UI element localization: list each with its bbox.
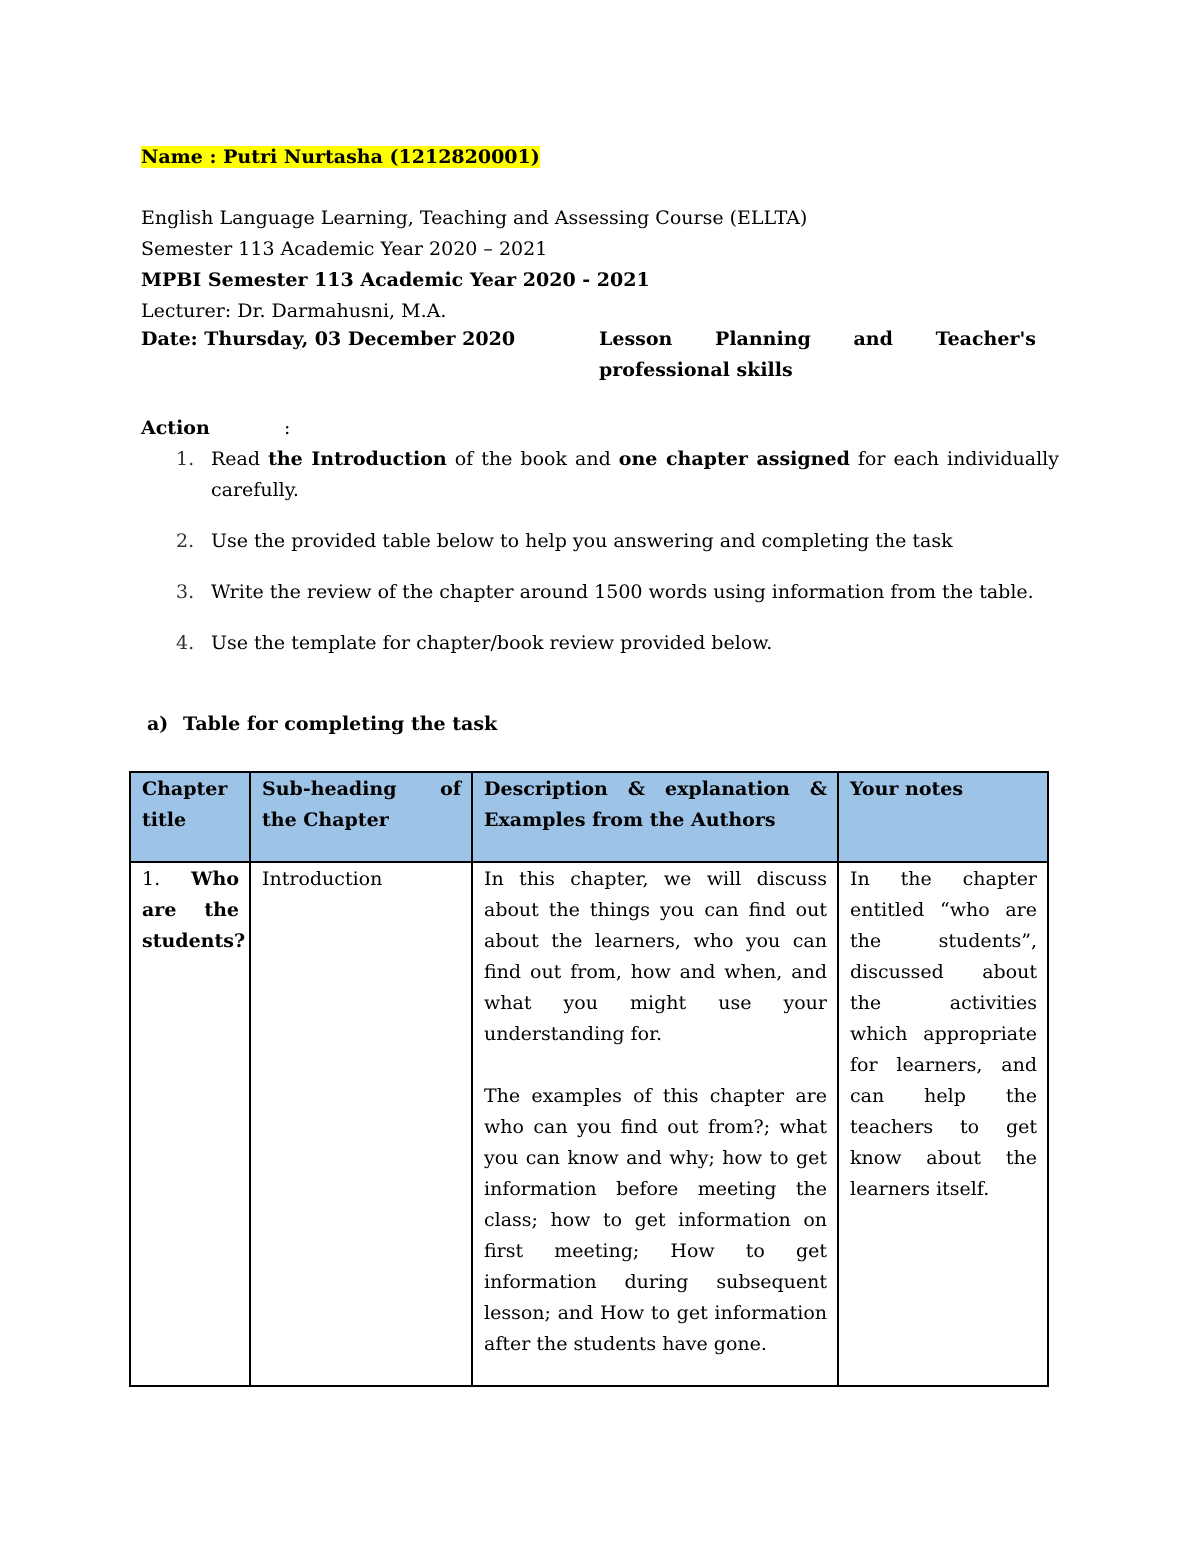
step-text-part: of the book and — [446, 448, 619, 470]
chapter-number: 1. — [142, 868, 161, 890]
header-chapter-title: Chapter title — [130, 772, 250, 862]
topic-title — [599, 324, 1036, 386]
action-colon: : — [284, 417, 291, 439]
cell-subheading: Introduction — [250, 862, 472, 1386]
topic-word: Lesson — [599, 328, 673, 350]
list-item-text — [211, 444, 1059, 506]
list-item — [141, 577, 1059, 608]
student-name-line — [141, 142, 540, 173]
description-paragraph: In this chapter, we will discuss about the things you can find out about the learners, who you can find out from, how and when, and what you might use your understanding for. — [484, 868, 827, 1045]
paragraph-gap — [484, 1050, 827, 1081]
list-item — [141, 444, 1059, 506]
action-label: Action — [141, 417, 210, 439]
emphasis-text: the Introduction — [268, 448, 447, 470]
header-notes: Your notes — [838, 772, 1048, 862]
step-text-part: for each individually carefully. — [211, 448, 1059, 501]
task-table — [129, 771, 1049, 1387]
lecturer-line: Lecturer: Dr. Darmahusni, M.A. — [141, 300, 447, 322]
list-item — [141, 526, 1059, 557]
list-item-text — [211, 628, 1059, 659]
topic-word: Planning — [715, 328, 811, 350]
course-title: English Language Learning, Teaching and Assessing Course (ELLTA) — [141, 207, 808, 229]
cell-chapter-title — [130, 862, 250, 1386]
topic-line-1 — [599, 324, 1036, 355]
section-heading-text: Table for completing the task — [183, 713, 498, 735]
emphasis-text: one chapter assigned — [618, 448, 850, 470]
list-item-number: 1. — [176, 448, 195, 470]
section-marker: a) — [147, 713, 169, 735]
list-item-number: 2. — [176, 530, 195, 552]
action-steps-list — [141, 444, 1059, 659]
step-text-part: Use the provided table below to help you answering and completing the task — [211, 530, 953, 552]
header-subheading: Sub-heading of the Chapter — [250, 772, 472, 862]
name-highlight: Name : Putri Nurtasha (1212820001) — [141, 146, 540, 168]
mpbi-semester-line: MPBI Semester 113 Academic Year 2020 - 2021 — [141, 269, 650, 291]
description-paragraph: The examples of this chapter are who can you find out from?; what you can know and why; how to get information before meeting the class; how to get information on first meeting; How to get information during subsequent lesson; and How to get information after the students have gone. — [484, 1085, 827, 1355]
chapter-title-text: Who are the students? — [142, 868, 246, 952]
date-line: Date: Thursday, 03 December 2020 — [141, 328, 516, 350]
topic-word: Teacher's — [935, 328, 1036, 350]
list-item-number: 4. — [176, 632, 195, 654]
cell-notes: In the chapter entitled “who are the students”, discussed about the activities which appropriate for learners, and can help the teachers to get know about the learners itself. — [838, 862, 1048, 1386]
list-item-text — [211, 577, 1059, 608]
table-header-row — [130, 772, 1048, 862]
semester-line: Semester 113 Academic Year 2020 – 2021 — [141, 238, 548, 260]
step-text-part: Read — [211, 448, 269, 470]
header-description: Description & explanation & Examples from the Authors — [472, 772, 838, 862]
cell-description — [472, 862, 838, 1386]
step-text-part: Write the review of the chapter around 1500 words using information from the table. — [211, 581, 1034, 603]
list-item — [141, 628, 1059, 659]
topic-line-2: professional skills — [599, 359, 793, 381]
step-text-part: Use the template for chapter/book review provided below. — [211, 632, 773, 654]
table-row — [130, 862, 1048, 1386]
table-section-heading — [147, 709, 497, 740]
topic-word: and — [853, 328, 893, 350]
list-item-number: 3. — [176, 581, 195, 603]
list-item-text — [211, 526, 1059, 557]
